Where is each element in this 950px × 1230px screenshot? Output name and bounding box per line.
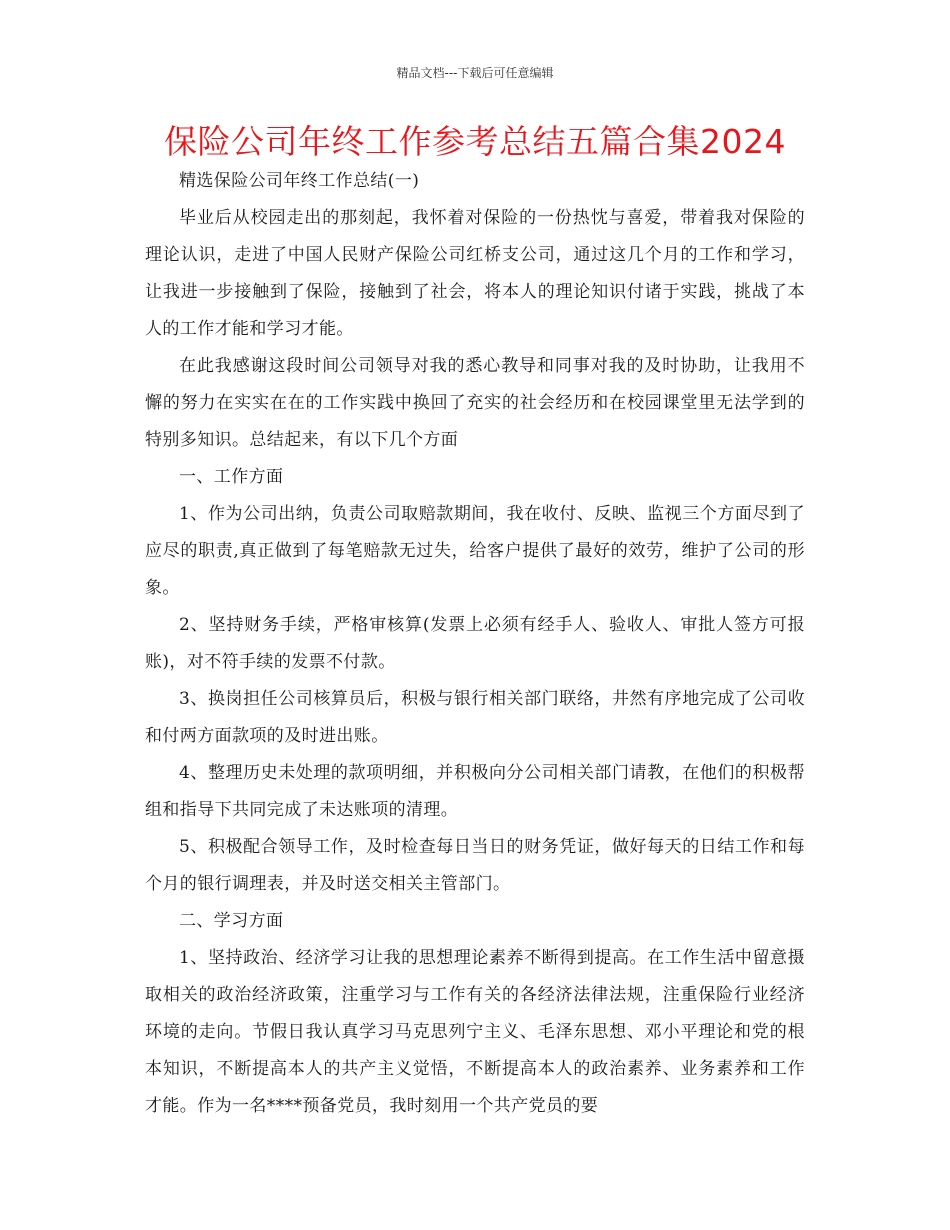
document-body — [145, 163, 805, 1125]
paragraph: 在此我感谢这段时间公司领导对我的悉心教导和同事对我的及时协助，让我用不懈的努力在实实在在的工作实践中换回了充实的社会经历和在校园课堂里无法学到的特别多知识。总结起来，有以下几个方面 — [145, 356, 805, 450]
paragraph: 4、整理历史未处理的款项明细，并积极向分公司相关部门请教，在他们的积极帮组和指导下共同完成了未达账项的清理。 — [145, 763, 805, 820]
paragraph: 毕业后从校园走出的那刻起，我怀着对保险的一份热忱与喜爱，带着我对保险的理论认识，走进了中国人民财产保险公司红桥支公司，通过这几个月的工作和学习，让我进一步接触到了保险，接触到了社会，将本人的理论知识付诸于实践，挑战了本人的工作才能和学习才能。 — [145, 208, 805, 339]
paragraph: 1、坚持政治、经济学习让我的思想理论素养不断得到提高。在工作生活中留意摄取相关的政治经济政策，注重学习与工作有关的各经济法律法规，注重保险行业经济环境的走向。节假日我认真学习马克思列宁主义、毛泽东思想、邓小平理论和党的根本知识，不断提高本人的共产主义觉悟，不断提高本人的政治素养、业务素养和工作才能。作为一名****预备党员，我时刻用一个共产党员的要 — [145, 948, 805, 1116]
document-title: 保险公司年终工作参考总结五篇合集2024 — [164, 122, 786, 161]
paragraph: 2、坚持财务手续，严格审核算(发票上必须有经手人、验收人、审批人签方可报账)，对不符手续的发票不付款。 — [145, 615, 805, 672]
paragraph: 1、作为公司出纳，负责公司取赔款期间，我在收付、反映、监视三个方面尽到了应尽的职责,真正做到了每笔赔款无过失，给客户提供了最好的效劳，维护了公司的形象。 — [145, 504, 805, 598]
section-heading: 精选保险公司年终工作总结(一) — [179, 171, 420, 191]
section-heading: 二、学习方面 — [179, 911, 284, 931]
section-heading: 一、工作方面 — [179, 467, 284, 487]
header-note: 精品文档---下载后可任意编辑 — [396, 66, 554, 80]
paragraph: 3、换岗担任公司核算员后，积极与银行相关部门联络，井然有序地完成了公司收和付两方面款项的及时进出账。 — [145, 689, 805, 746]
paragraph: 5、积极配合领导工作，及时检查每日当日的财务凭证，做好每天的日结工作和每个月的银行调理表，并及时送交相关主管部门。 — [145, 837, 805, 894]
